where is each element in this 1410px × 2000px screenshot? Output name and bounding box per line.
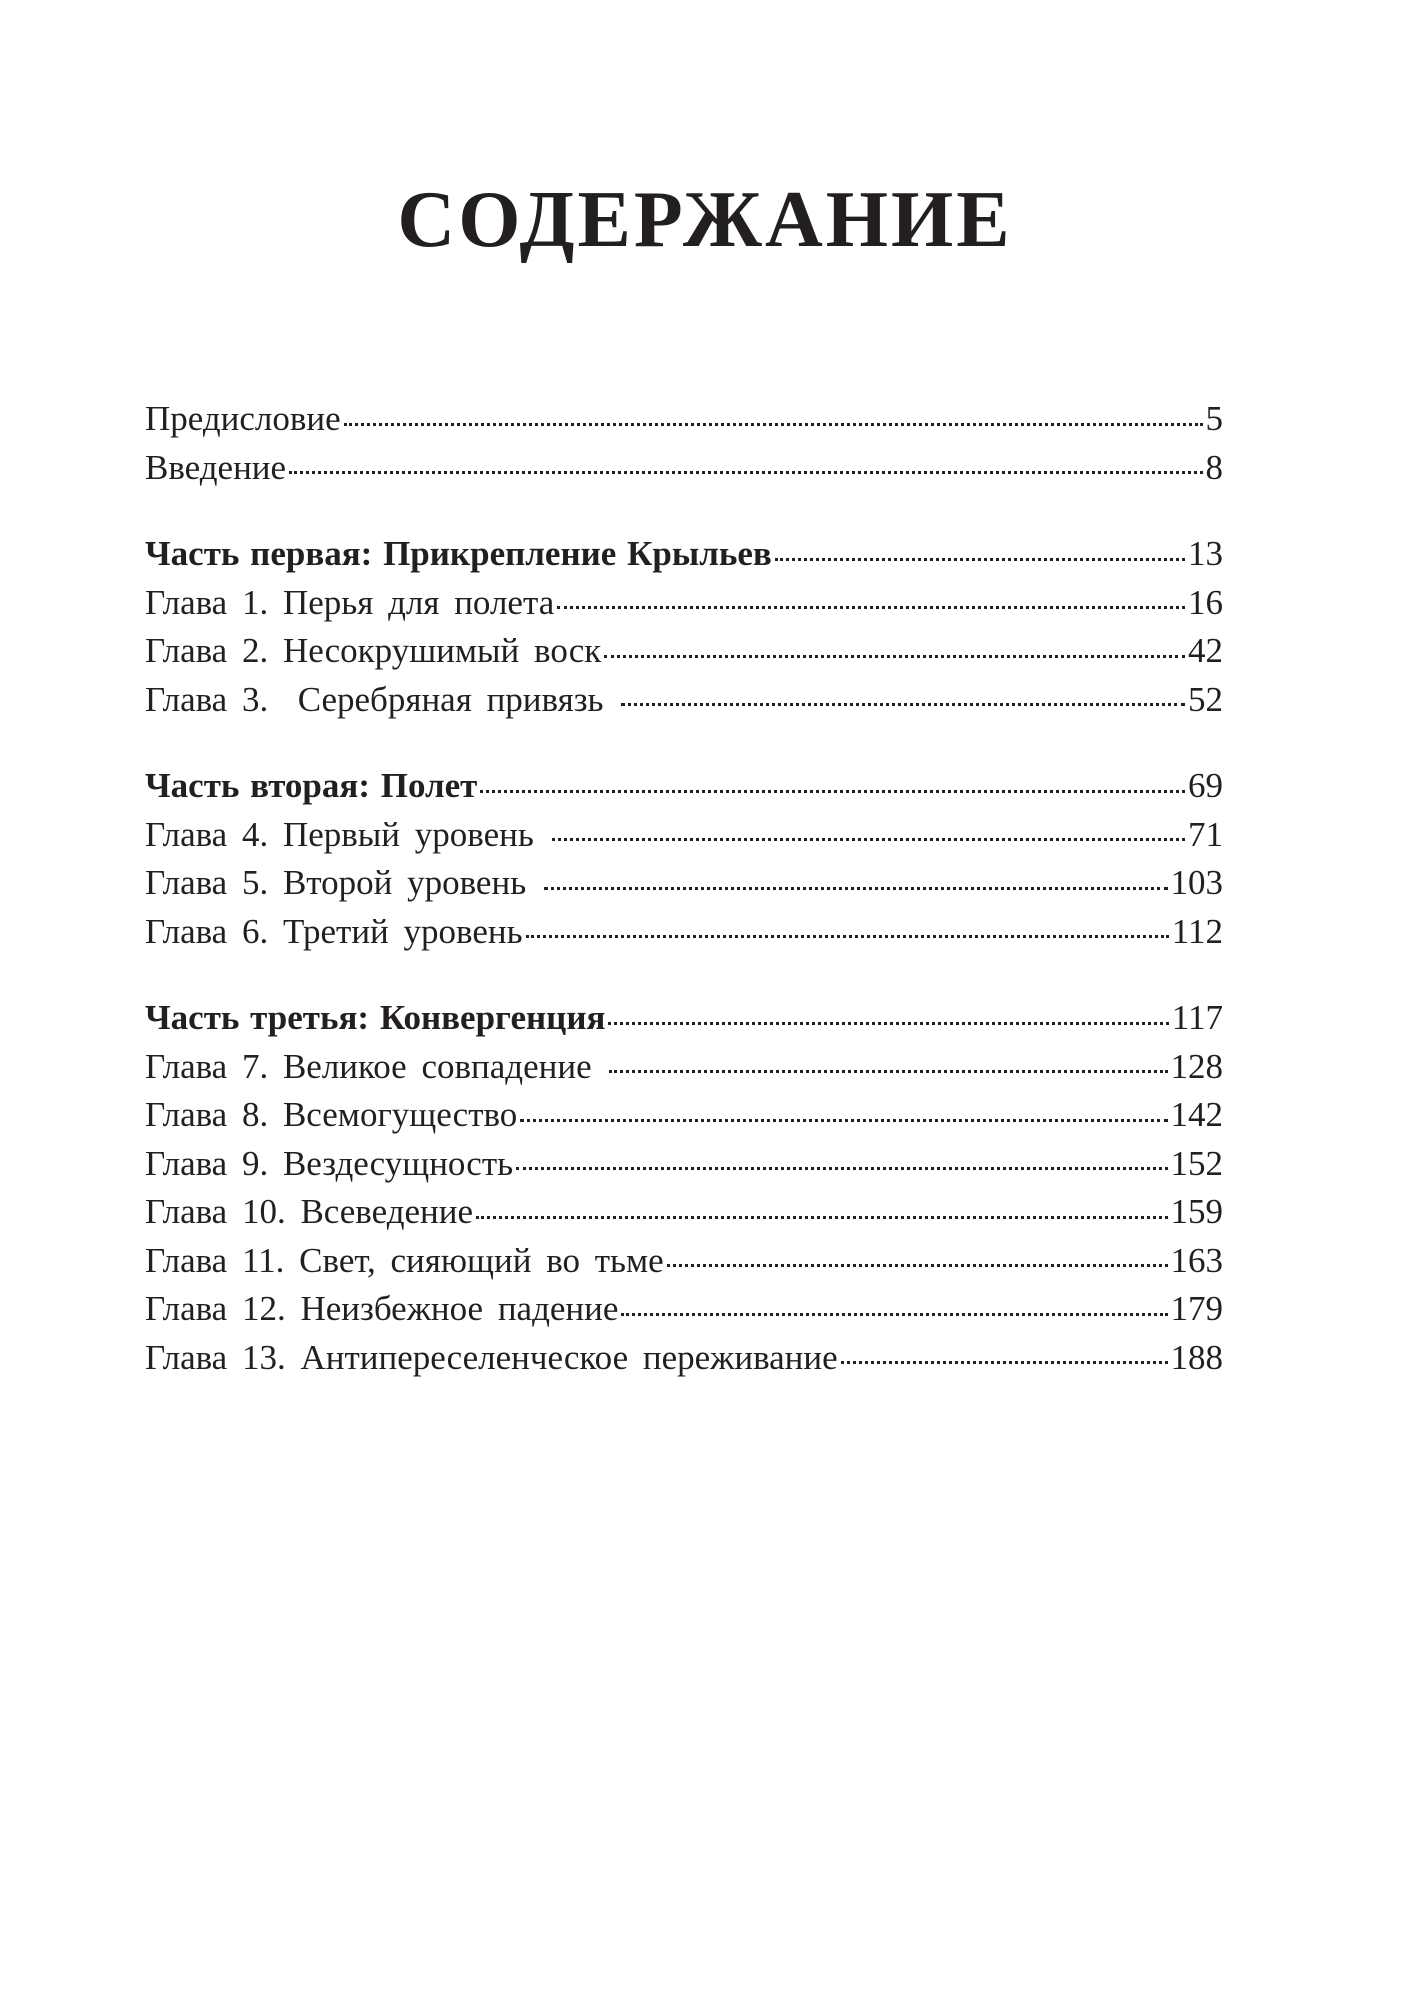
dot-leader — [609, 1070, 1167, 1073]
toc-page-number: 128 — [1170, 1046, 1223, 1086]
dot-leader — [775, 558, 1185, 561]
toc-section — [145, 530, 1223, 724]
dot-leader — [667, 1264, 1168, 1267]
toc-entry — [145, 811, 1223, 860]
toc-entry-title: Глава 11. Свет, сияющий во тьме — [145, 1240, 664, 1280]
toc-section — [145, 395, 1223, 492]
toc-part-entry — [145, 994, 1223, 1043]
toc-page-number: 179 — [1170, 1289, 1223, 1328]
dot-leader — [552, 838, 1185, 841]
toc-entry-title: Глава 7. Великое совпадение — [145, 1046, 607, 1086]
toc-page-number: 163 — [1170, 1240, 1223, 1280]
toc-entry-title: Часть вторая: Полет — [145, 766, 478, 805]
dot-leader — [289, 471, 1202, 474]
toc-page-number: 188 — [1170, 1337, 1223, 1377]
toc-page-number: 103 — [1170, 863, 1223, 902]
toc-entry — [145, 579, 1223, 628]
toc-entry — [145, 1237, 1223, 1286]
toc-entry-title: Глава 10. Всеведение — [145, 1192, 474, 1231]
dot-leader — [608, 1022, 1168, 1025]
toc-page-number: 52 — [1188, 679, 1223, 719]
toc-entry-title: Глава 2. Несокрушимый воск — [145, 631, 602, 670]
toc-entry-title: Предисловие — [145, 399, 341, 438]
toc-entry-title: Глава 8. Всемогущество — [145, 1095, 518, 1134]
toc-entry — [145, 395, 1223, 444]
toc-entry-title: Глава 5. Второй уровень — [145, 863, 541, 902]
toc-page-number: 159 — [1170, 1192, 1223, 1231]
toc-entry — [145, 1285, 1223, 1334]
toc-page-number: 8 — [1205, 447, 1223, 487]
dot-leader — [476, 1216, 1167, 1219]
toc-entry-title: Глава 4. Первый уровень — [145, 814, 549, 854]
toc-entry-title: Глава 12. Неизбежное падение — [145, 1289, 619, 1328]
toc-page-number: 71 — [1188, 814, 1223, 854]
toc-entry-title: Глава 6. Третий уровень — [145, 911, 523, 951]
toc-page-number: 5 — [1205, 399, 1223, 438]
dot-leader — [544, 887, 1168, 890]
toc-entry — [145, 1140, 1223, 1189]
toc-entry-title: Глава 3. Серебряная привязь — [145, 679, 619, 719]
toc-page-number: 16 — [1188, 582, 1223, 622]
toc-entry-title: Часть третья: Конвергенция — [145, 998, 606, 1037]
toc-entry — [145, 676, 1223, 725]
toc-page-number: 13 — [1188, 534, 1223, 573]
toc-entry — [145, 1188, 1223, 1237]
toc-entry-title: Часть первая: Прикрепление Крыльев — [145, 534, 772, 573]
toc-entry — [145, 627, 1223, 676]
dot-leader — [621, 1313, 1167, 1316]
toc-section — [145, 994, 1223, 1382]
toc-page-number: 42 — [1188, 631, 1223, 670]
toc-page-number: 142 — [1170, 1095, 1223, 1134]
toc-page-number: 69 — [1188, 766, 1223, 805]
dot-leader — [520, 1119, 1167, 1122]
toc-entry-title: Глава 1. Перья для полета — [145, 582, 555, 622]
toc-entry — [145, 1334, 1223, 1383]
toc-entry-title: Глава 9. Вездесущность — [145, 1143, 514, 1183]
toc-entry — [145, 1043, 1223, 1092]
toc-page-number: 117 — [1171, 998, 1223, 1037]
dot-leader — [480, 790, 1185, 793]
dot-leader — [621, 703, 1185, 706]
dot-leader — [841, 1361, 1168, 1364]
toc-part-entry — [145, 530, 1223, 579]
dot-leader — [516, 1167, 1167, 1170]
toc-entry — [145, 908, 1223, 957]
toc-entry-title: Введение — [145, 447, 287, 487]
dot-leader — [526, 935, 1169, 938]
page-title: СОДЕРЖАНИЕ — [397, 176, 1013, 264]
toc-entry — [145, 859, 1223, 908]
toc-entry — [145, 1091, 1223, 1140]
toc-entry-title: Глава 13. Антипереселенческое переживание — [145, 1337, 838, 1377]
toc-part-entry — [145, 762, 1223, 811]
toc-page-number: 112 — [1171, 911, 1223, 951]
toc-page-number: 152 — [1170, 1143, 1223, 1183]
table-of-contents — [145, 395, 1223, 1420]
dot-leader — [344, 423, 1203, 426]
dot-leader — [604, 655, 1185, 658]
dot-leader — [557, 606, 1185, 609]
toc-entry — [145, 444, 1223, 493]
toc-section — [145, 762, 1223, 956]
